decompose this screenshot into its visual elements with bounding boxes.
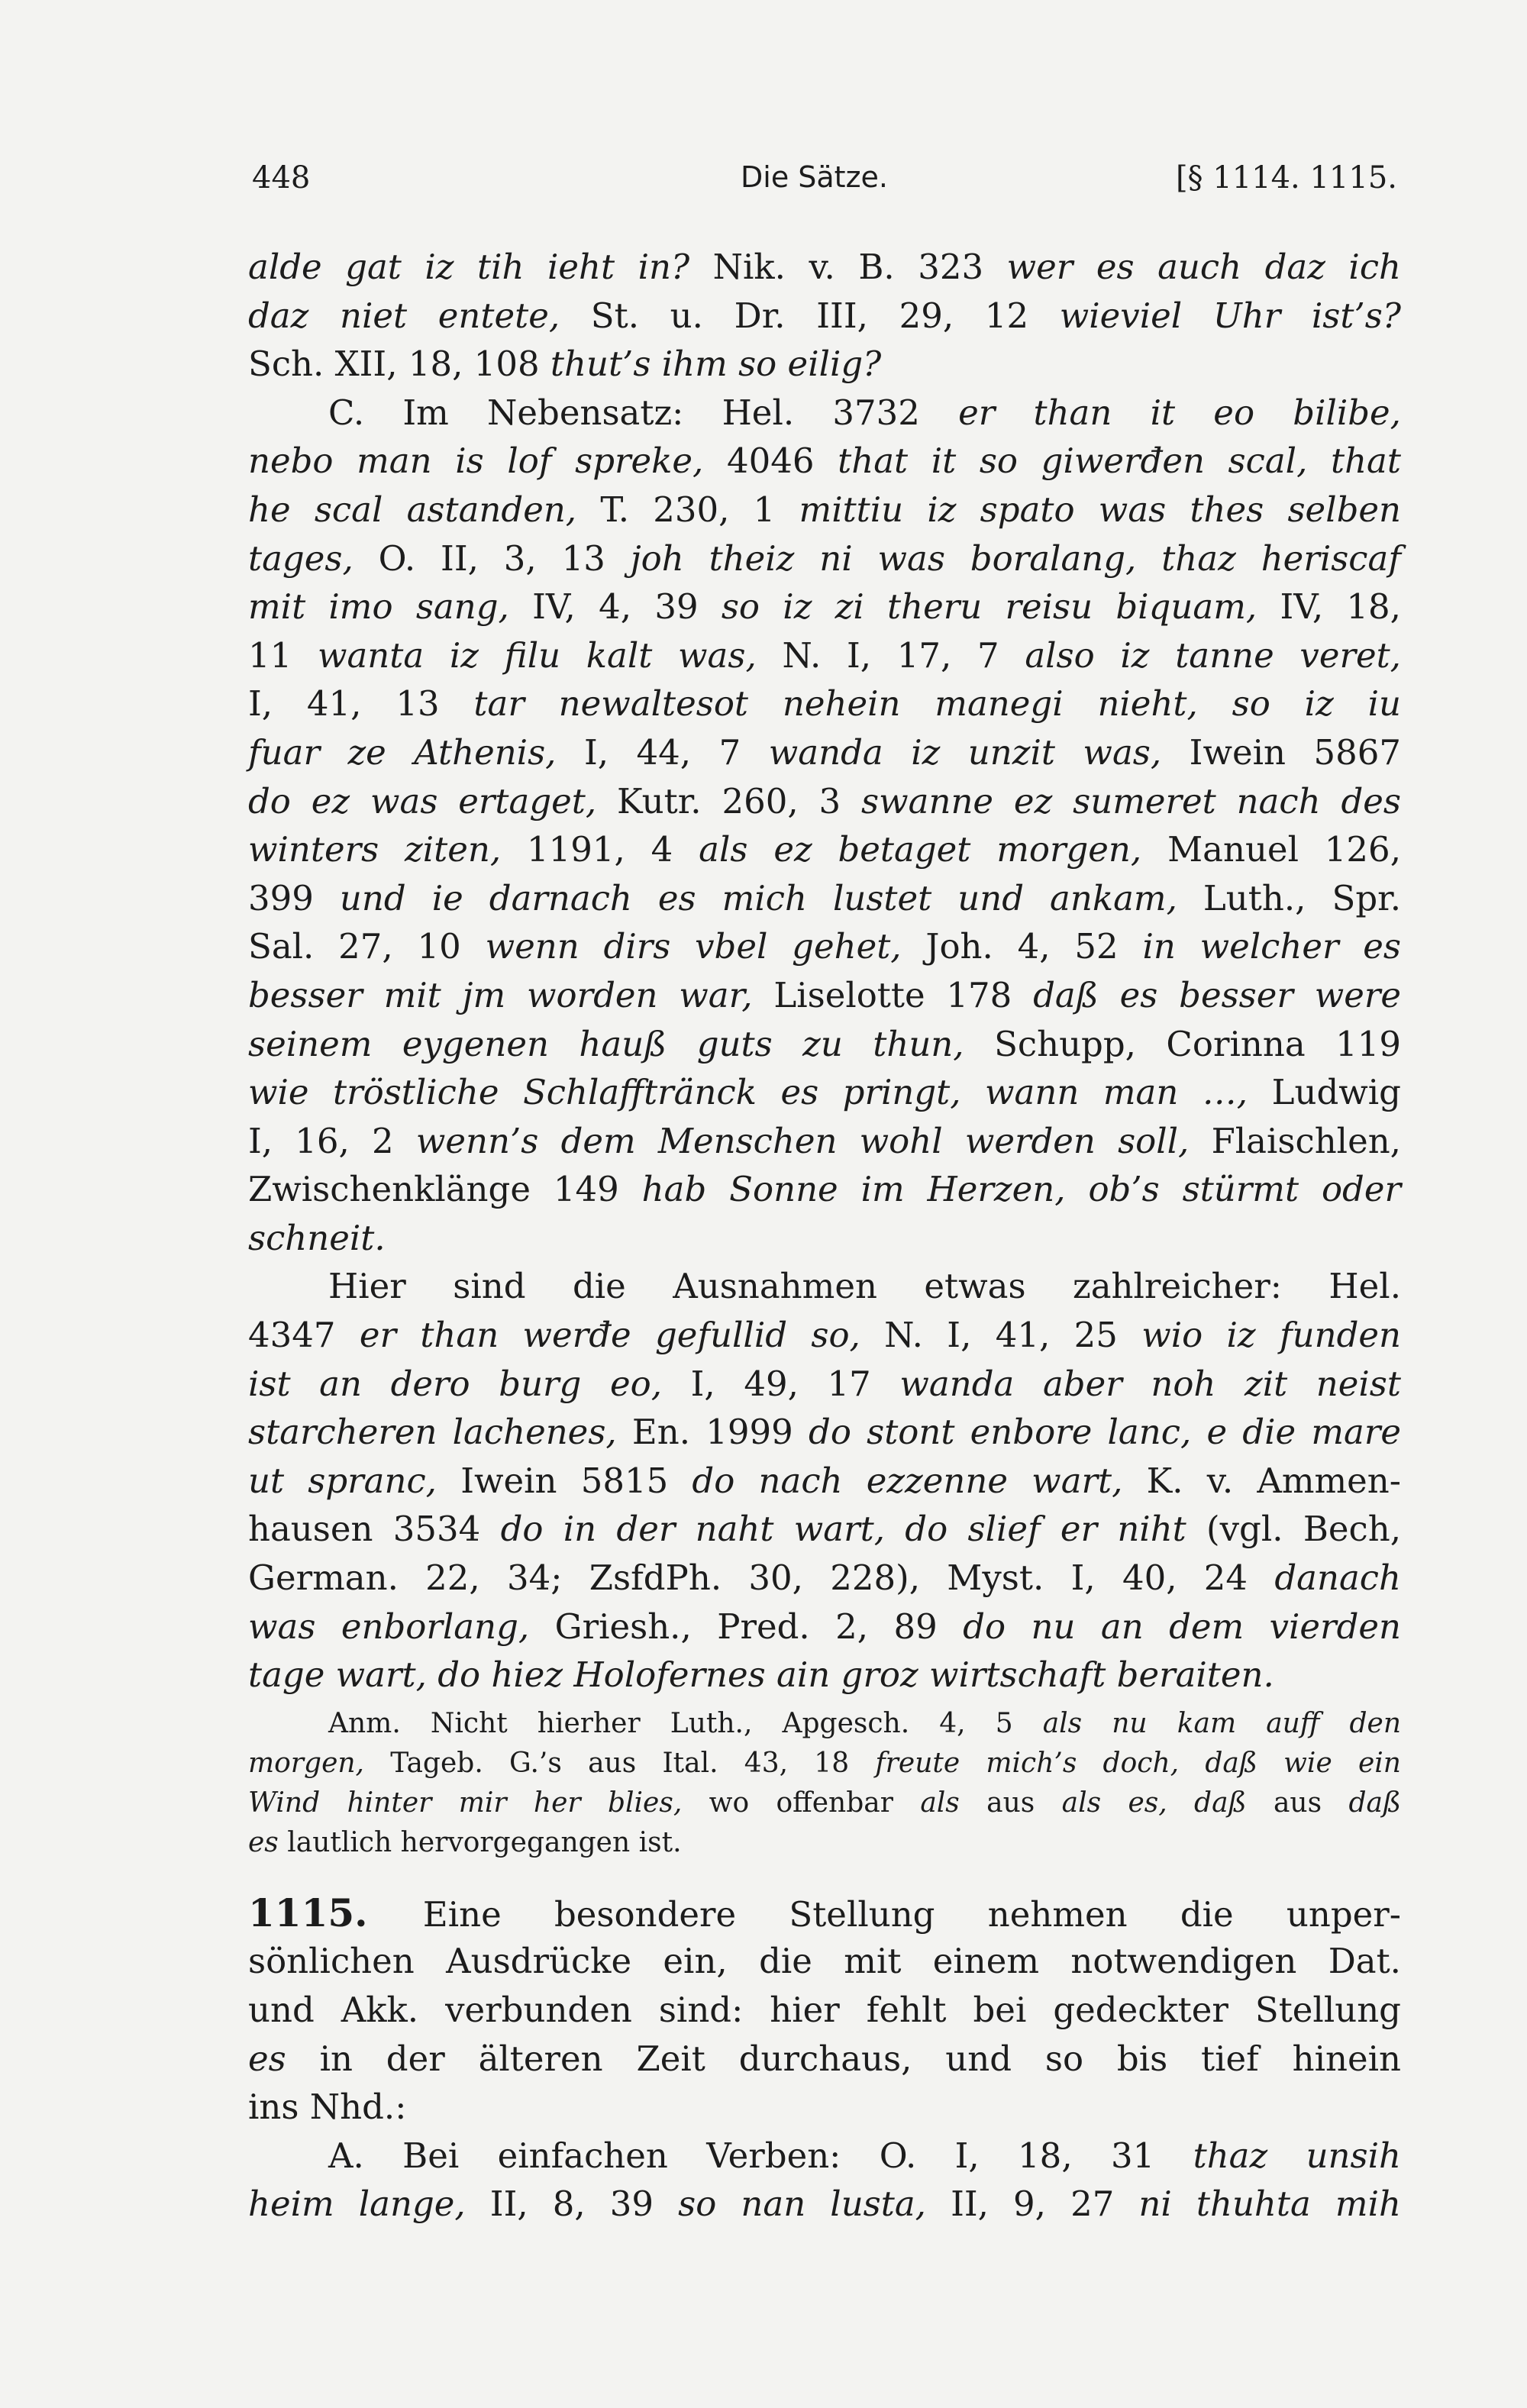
italic-quote: do stont enbore lanc, e die mare [809,1412,1401,1453]
italic-quote: that it so giwerđen scal, that [838,441,1401,482]
text-span: Zwischenklänge 149 [248,1169,642,1210]
text-span: Anm. Nicht hierher Luth., Apgesch. 4, 5 [328,1707,1043,1739]
text-span: N. I, 17, 7 [756,634,1025,676]
text-span: K. v. Ammen- [1122,1460,1401,1501]
italic-quote: freute mich’s doch, daß wie ein [875,1747,1401,1779]
text-span: 399 [248,877,340,918]
text-line [248,2035,1401,2084]
italic-quote: hab Sonne im Herzen, ob’s stürmt oder [641,1169,1401,1210]
text-span: I, 49, 17 [662,1363,900,1404]
italic-quote: do nach ezzenne wart, [692,1460,1123,1501]
italic-quote: als es, daß [1061,1787,1247,1819]
italic-quote: schneit. [248,1217,386,1258]
italic-quote: thut’s ihm so eilig? [550,344,882,385]
text-span: 4347 [248,1315,360,1356]
italic-quote: nebo man is lof spreke, [248,441,704,482]
italic-quote: wanda iz unzit was, [768,731,1162,773]
text-span: sönlichen Ausdrücke ein, die mit einem notwendigen Dat. [248,1941,1401,1982]
section-reference: [§ 1114. 1115. [1175,160,1397,195]
text-line [248,679,1401,728]
text-span: Hier sind die Ausnahmen etwas zahlreicher: Hel. [328,1266,1401,1307]
text-line [248,1704,1401,1744]
text-line [248,1783,1401,1823]
text-line [248,389,1401,437]
text-line [248,243,1401,292]
italic-quote: swanne ez sumeret nach des [861,780,1401,821]
italic-quote: winters ziten, [248,829,502,870]
text-span: C. Im Nebensatz: Hel. 3732 [328,392,959,433]
italic-quote: seinem eygenen hauß guts zu thun, [248,1023,964,1064]
text-span: Iwein 5867 [1161,731,1401,773]
text-span: ins Nhd.: [248,2087,407,2128]
italic-quote: ut spranc, [248,1460,437,1501]
text-span: (vgl. Bech, [1186,1509,1402,1550]
italic-quote: in welcher es [1142,926,1402,967]
italic-quote: als ez betaget morgen, [699,829,1142,870]
text-line [248,534,1401,583]
text-span: St. u. Dr. III, 29, 12 [560,295,1060,336]
text-line [248,2083,1401,2132]
italic-quote: do in der naht wart, do slief er niht [500,1509,1186,1550]
text-span: En. 1999 [616,1412,809,1453]
text-span: Griesh., Pred. 2, 89 [529,1606,964,1647]
text-line [248,1214,1401,1263]
text-line [248,2132,1401,2180]
main-text [248,243,1401,2229]
text-span: Kutr. 260, 3 [596,780,862,821]
italic-quote: wieviel Uhr ist’s? [1059,295,1401,336]
text-line [248,2180,1401,2229]
text-span: hausen 3534 [248,1509,501,1550]
italic-quote: morgen, [248,1747,364,1779]
italic-quote: was enborlang, [248,1606,530,1647]
italic-quote: als nu kam auff den [1042,1707,1401,1739]
text-line [248,631,1401,680]
text-span: Iwein 5815 [437,1460,692,1501]
text-span: II, 9, 27 [926,2184,1139,2225]
text-span: 4046 [703,441,838,482]
italic-quote: wenn dirs vbel gehet, [485,926,902,967]
italic-quote: do ez was ertaget, [248,780,597,821]
italic-quote: alde gat iz tih ieht in? [248,247,690,287]
italic-quote: danach [1274,1557,1401,1599]
running-title: Die Sätze. [741,160,888,194]
italic-quote: he scal astanden, [248,489,577,530]
text-span: Flaischlen, [1189,1120,1401,1161]
text-line [248,1603,1401,1651]
text-span: Manuel 126, [1141,829,1401,870]
italic-quote: heim lange, [248,2184,466,2225]
italic-quote: tar newaltesot nehein manegi nieht, so iz iu [473,683,1401,725]
text-span: IV, 18, [1257,586,1401,628]
text-line [248,1262,1401,1311]
italic-quote: starcheren lachenes, [248,1412,617,1453]
text-line [248,922,1401,971]
text-span: 11 [248,634,318,676]
italic-quote: wanta iz filu kalt was, [317,634,757,676]
italic-quote: es [248,1826,279,1858]
text-span: Sch. XII, 18, 108 [248,344,550,385]
text-line [248,1823,1401,1863]
italic-quote: mittiu iz spato was thes selben [799,489,1401,530]
italic-quote: als [920,1787,960,1819]
text-span: II, 8, 39 [465,2184,679,2225]
text-line [248,1117,1401,1166]
text-span: Nik. v. B. 323 [689,247,1007,287]
section-1115 [248,1889,1401,2229]
section-number: 1115. [248,1890,423,1935]
text-line [248,1744,1401,1783]
text-line [248,1360,1401,1409]
italic-quote: er than werđe gefullid so, [359,1315,860,1356]
text-line [248,1408,1401,1457]
italic-quote: so iz zi theru reisu biquam, [721,586,1257,628]
text-line [248,340,1401,389]
text-line [248,971,1401,1020]
paragraph-1114-continued [248,243,1401,1699]
text-line [248,1986,1401,2035]
italic-quote: ist an dero burg eo, [248,1363,663,1404]
text-span: Luth., Spr. [1177,877,1401,918]
text-span: I, 16, 2 [248,1120,416,1161]
text-span: Tageb. G.’s aus Ital. 43, 18 [364,1747,876,1779]
italic-quote: ni thuhta mih [1138,2184,1401,2225]
text-line [248,583,1401,631]
italic-quote: thaz unsih [1193,2135,1402,2176]
text-line [248,1068,1401,1117]
text-span: I, 41, 13 [248,683,474,725]
text-span: IV, 4, 39 [508,586,722,628]
text-span: und Akk. verbunden sind: hier fehlt bei gedeckter Stellung [248,1990,1401,2030]
text-line [248,1457,1401,1506]
text-line [248,292,1401,341]
text-line [248,1889,1401,1938]
text-line [248,728,1401,777]
text-span: aus [959,1787,1062,1819]
italic-quote: tages, [248,537,354,579]
italic-quote: wer es auch daz ich [1006,247,1402,287]
text-span: A. Bei einfachen Verben: O. I, 18, 31 [328,2135,1193,2176]
text-span: O. II, 3, 13 [353,537,631,579]
running-header [252,160,1397,206]
text-line [248,1554,1401,1603]
text-line [248,486,1401,534]
text-line [248,437,1401,486]
italic-quote: es [248,2038,286,2079]
italic-quote: Wind hinter mir her blies, [248,1787,683,1819]
italic-quote: daz niet entete, [248,295,560,336]
text-span: Ludwig [1248,1072,1401,1113]
text-line [248,1165,1401,1214]
italic-quote: mit imo sang, [248,586,509,628]
text-line [248,777,1401,826]
text-span: N. I, 41, 25 [860,1315,1142,1356]
italic-quote: wie tröstliche Schlafftränck es pringt, wann man …, [248,1072,1248,1113]
italic-quote: joh theiz ni was boralang, thaz heriscaf [630,537,1401,579]
italic-quote: wanda aber noh zit neist [899,1363,1401,1404]
text-span: I, 44, 7 [556,731,769,773]
text-line [248,1311,1401,1360]
text-span: 1191, 4 [501,829,699,870]
text-span: German. 22, 34; ZsfdPh. 30, 228), Myst. I, 40, 24 [248,1557,1275,1599]
italic-quote: wio iz funden [1141,1315,1402,1356]
text-span: T. 230, 1 [576,489,799,530]
text-span: aus [1246,1787,1349,1819]
text-line [248,825,1401,874]
text-span: Sal. 27, 10 [248,926,486,967]
text-line [248,1020,1401,1069]
text-span: wo offenbar [682,1787,921,1819]
text-span: Liselotte 178 [752,974,1034,1015]
italic-quote: besser mit jm worden war, [248,974,753,1015]
text-span: Eine besondere Stellung nehmen die unper- [422,1893,1401,1935]
text-line [248,1651,1401,1699]
text-span: in der älteren Zeit durchaus, und so bis tief hinein [286,2038,1401,2079]
text-line [248,1505,1401,1554]
italic-quote: tage wart, do hiez Holofernes ain groz wirtschaft beraiten. [248,1654,1274,1696]
page-number: 448 [252,160,311,195]
text-span: lautlich hervorgegangen ist. [278,1826,682,1858]
italic-quote: daß es besser were [1033,974,1401,1015]
italic-quote: er than it eo bilibe, [958,392,1401,433]
text-span: Schupp, Corinna 119 [964,1023,1401,1064]
italic-quote: also iz tanne veret, [1025,634,1401,676]
italic-quote: und ie darnach es mich lustet und ankam, [339,877,1177,918]
text-span: Joh. 4, 52 [901,926,1143,967]
footnote-anmerkung [248,1704,1401,1863]
italic-quote: so nan lusta, [678,2184,926,2225]
italic-quote: do nu an dem vierden [963,1606,1401,1647]
text-line [248,1937,1401,1986]
text-line [248,874,1401,923]
italic-quote: fuar ze Athenis, [248,731,557,773]
italic-quote: wenn’s dem Menschen wohl werden soll, [415,1120,1190,1161]
italic-quote: daß [1348,1787,1401,1819]
